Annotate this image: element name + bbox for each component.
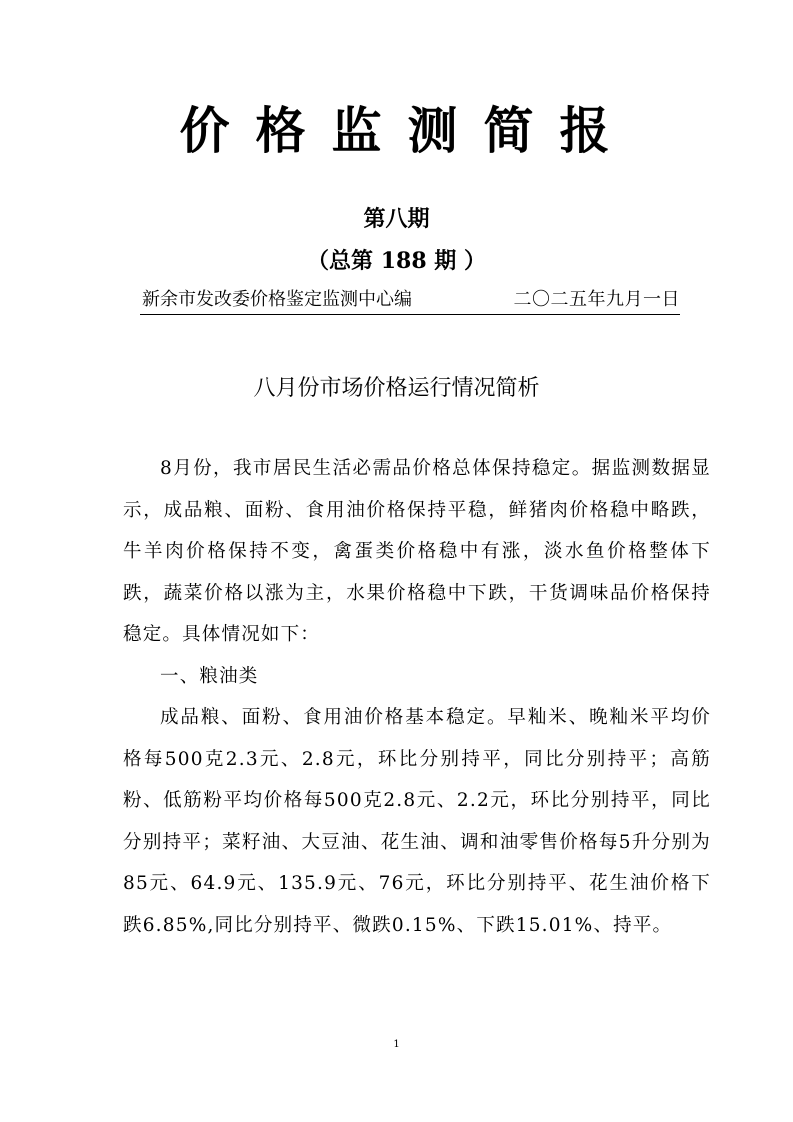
intro-paragraph: 8月份，我市居民生活必需品价格总体保持稳定。据监测数据显示，成品粮、面粉、食用油价格保持平稳，鲜猪肉价格稳中略跌，牛羊肉价格保持不变，禽蛋类价格稳中有涨，淡水鱼价格整体下跌，蔬菜价格以涨为主，水果价格稳中下跌，干货调味品价格保持稳定。具体情况如下： [123,458,711,645]
total-issue-number: （总第 188 期 ） [307,248,486,274]
editor-date-line [140,286,680,315]
article-body [123,448,711,946]
page-number: 1 [393,1039,400,1050]
issue-number: 第八期 [363,206,430,232]
editor-label: 新余市发改委价格鉴定监测中心编 [142,289,412,310]
article-title: 八月份市场价格运行情况简析 [253,376,540,401]
section-heading-grain-oil: 一、粮油类 [160,665,259,687]
grain-oil-paragraph: 成品粮、面粉、食用油价格基本稳定。早籼米、晚籼米平均价格每500克2.3元、2.8元，环比分别持平，同比分别持平；高筋粉、低筋粉平均价格每500克2.8元、2.2元，环比分别持平，同比分别持平；菜籽油、大豆油、花生油、调和油零售价格每5升分别为85元、64.9元、135.9元、76元，环比分别持平、花生油价格下跌6.85%,同比分别持平、微跌0.15%、下跌15.01%、持平。 [123,707,711,936]
bulletin-title: 价格监测简报 [179,101,636,160]
publish-date: 二〇二五年九月一日 [513,289,680,310]
